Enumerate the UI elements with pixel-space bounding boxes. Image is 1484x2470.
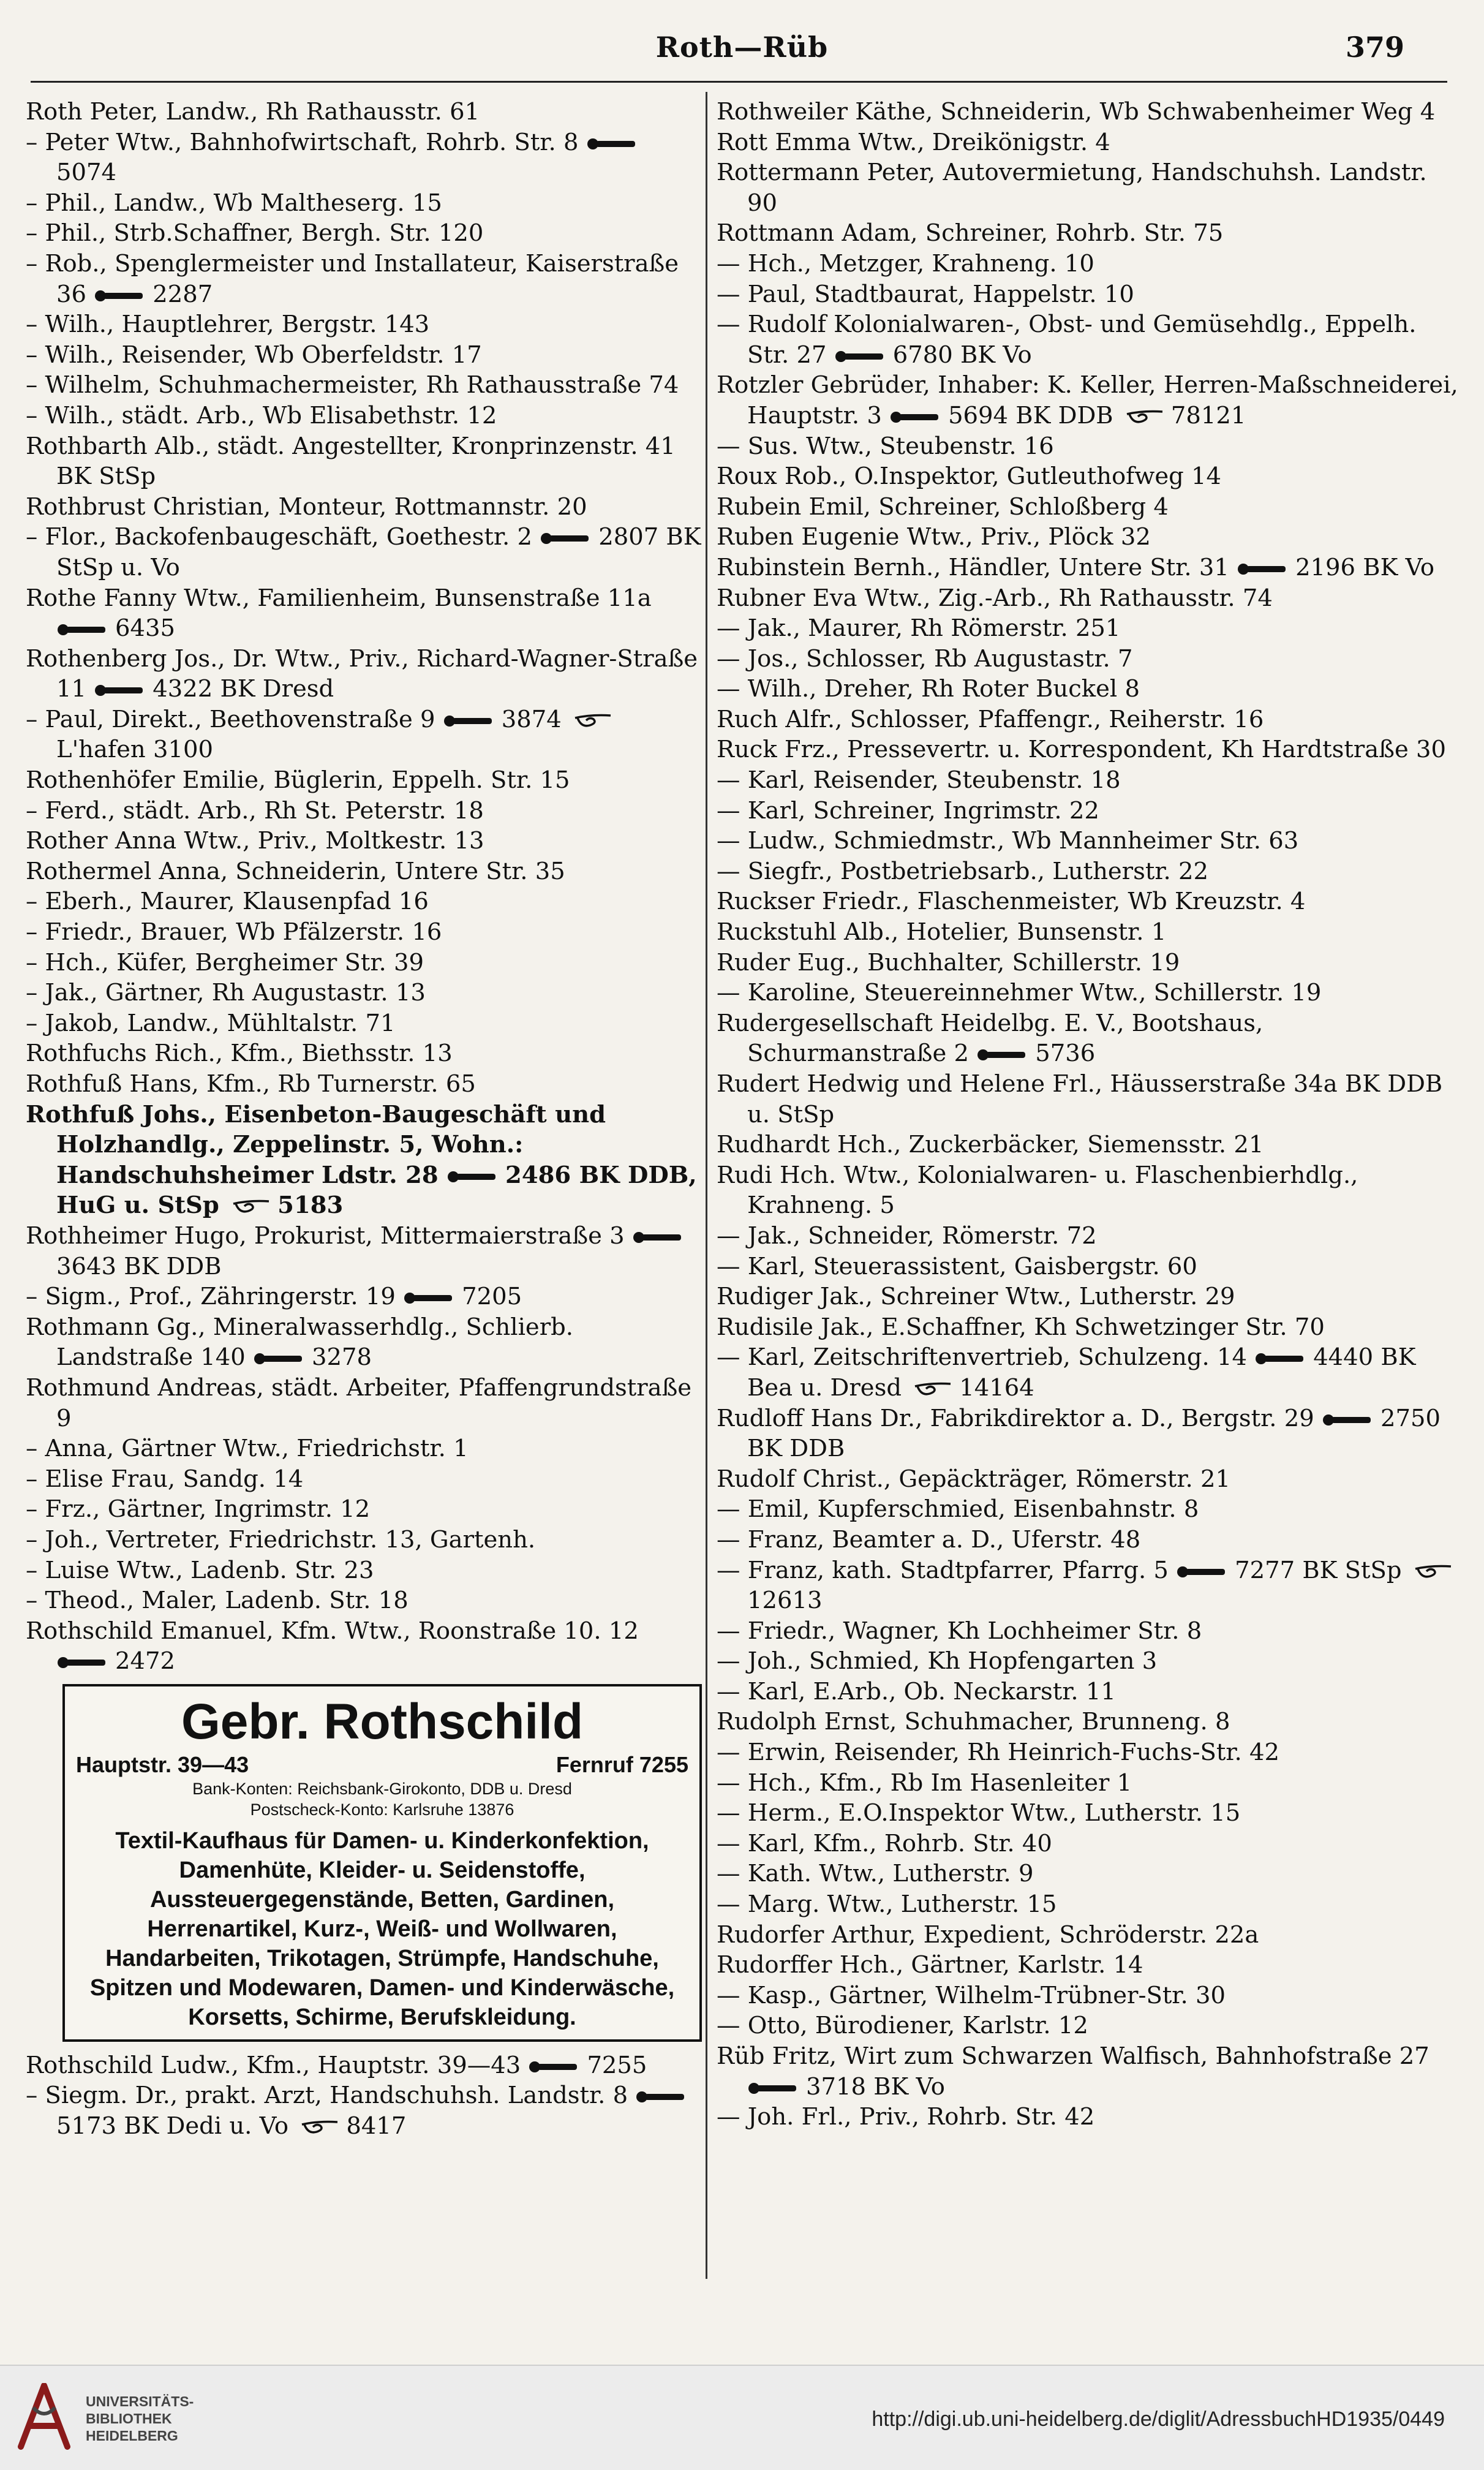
telephone-icon <box>1238 562 1290 576</box>
entry-text: 6780 BK Vo <box>892 341 1032 369</box>
entry-text: – Hch., Küfer, Bergheimer Str. 39 <box>26 948 424 976</box>
entry-text: — Siegfr., Postbetriebsarb., Lutherstr. 22 <box>717 857 1208 885</box>
directory-entry <box>26 1038 702 1069</box>
directory-entry <box>26 1312 702 1373</box>
directory-entry <box>717 1707 1461 1737</box>
directory-entry <box>26 1373 702 1433</box>
directory-entry <box>717 886 1461 917</box>
entry-text: 8417 <box>346 2112 407 2140</box>
entry-text: 5173 BK Dedi u. Vo <box>56 2112 296 2140</box>
directory-entry <box>26 97 702 127</box>
entry-text: Rothbrust Christian, Monteur, Rottmannstr. 20 <box>26 493 587 521</box>
directory-entry <box>717 492 1461 523</box>
entry-text: Ruben Eugenie Wtw., Priv., Plöck 32 <box>717 523 1151 551</box>
entry-text: — Rudolf Kolonialwaren-, Obst- und Gemüsehdlg., Eppelh. Str. 27 <box>717 311 1417 369</box>
entry-text: – Ferd., städt. Arb., Rh St. Peterstr. 18 <box>26 796 484 825</box>
telephone-icon <box>1323 1413 1376 1427</box>
entry-text: 3718 BK Vo <box>806 2072 945 2101</box>
entry-text: Rudi Hch. Wtw., Kolonialwaren- u. Flaschenbierhdlg., Krahneng. 5 <box>717 1161 1358 1220</box>
library-logo-icon <box>15 2383 73 2450</box>
directory-entry <box>717 279 1461 310</box>
telephone-icon <box>748 2081 801 2096</box>
directory-entry <box>717 1677 1461 1707</box>
directory-entry <box>717 1403 1461 1464</box>
directory-entry <box>717 1312 1461 1343</box>
directory-entry <box>717 218 1461 249</box>
entry-text: — Kasp., Gärtner, Wilhelm-Trübner-Str. 30 <box>717 1981 1226 2009</box>
directory-entry <box>717 1342 1461 1403</box>
entry-text: 2287 <box>153 280 213 308</box>
entry-text: Rotzler Gebrüder, Inhaber: K. Keller, Herren-Maßschneiderei, Hauptstr. 3 <box>717 371 1458 429</box>
entry-text: Rudorffer Hch., Gärtner, Karlstr. 14 <box>717 1951 1143 1979</box>
right-column <box>717 97 1461 2132</box>
directory-entry <box>26 401 702 431</box>
header-rule <box>31 81 1447 83</box>
entry-text: 3874 <box>501 705 569 733</box>
entry-text: Rudert Hedwig und Helene Frl., Häusserstraße 34a BK DDB u. StSp <box>717 1070 1443 1128</box>
directory-entry <box>717 1889 1461 1920</box>
entry-text: 5694 BK DDB <box>948 401 1121 429</box>
entry-text: – Wilh., städt. Arb., Wb Elisabethstr. 12 <box>26 401 497 429</box>
entry-text: Ruder Eug., Buchhalter, Schillerstr. 19 <box>717 948 1180 976</box>
entry-text: Rubinstein Bernh., Händler, Untere Str. 31 <box>717 553 1237 581</box>
ad-postcheck-line: Postscheck-Konto: Karlsruhe 13876 <box>250 1800 514 1819</box>
entry-text: — Hch., Metzger, Krahneng. 10 <box>717 249 1094 278</box>
directory-entry <box>26 917 702 948</box>
entry-text: — Karl, Steuerassistent, Gaisbergstr. 60 <box>717 1252 1197 1280</box>
entry-text: Ruckser Friedr., Flaschenmeister, Wb Kreuzstr. 4 <box>717 888 1306 916</box>
directory-entry <box>717 1282 1461 1312</box>
column-divider <box>706 92 707 2279</box>
telephone-icon <box>891 410 943 425</box>
entry-text: 3278 <box>312 1343 372 1372</box>
entry-text: – Flor., Backofenbaugeschäft, Goethestr. 2 <box>26 523 540 551</box>
entry-text: Rudisile Jak., E.Schaffner, Kh Schwetzinger Str. 70 <box>717 1313 1325 1341</box>
telephone-icon <box>636 2090 689 2104</box>
telephone-icon <box>254 1351 307 1366</box>
directory-entry <box>26 218 702 249</box>
directory-entry <box>717 583 1461 614</box>
entry-text: L'hafen 3100 <box>56 736 213 764</box>
directory-entry <box>26 1069 702 1100</box>
telephone-icon <box>1256 1351 1308 1366</box>
directory-entry <box>26 2050 702 2081</box>
entry-text: – Siegm. Dr., prakt. Arzt, Handschuhsh. Landstr. 8 <box>26 2082 636 2110</box>
telephone-icon <box>587 137 640 151</box>
directory-entry <box>717 249 1461 279</box>
ad-phone: Fernruf 7255 <box>556 1751 688 1777</box>
directory-entry <box>717 2011 1461 2041</box>
entry-text: — Hch., Kfm., Rb Im Hasenleiter 1 <box>717 1769 1132 1797</box>
post-horn-icon <box>1124 408 1167 426</box>
directory-entry <box>717 1737 1461 1768</box>
left-entry-list-after-ad <box>26 2050 702 2142</box>
directory-entry <box>717 1494 1461 1525</box>
entry-text: — Jak., Maurer, Rh Römerstr. 251 <box>717 614 1121 643</box>
entry-text: – Phil., Landw., Wb Maltheserg. 15 <box>26 189 442 217</box>
entry-text: — Franz, kath. Stadtpfarrer, Pfarrg. 5 <box>717 1556 1177 1584</box>
directory-entry <box>717 2102 1461 2132</box>
entry-text: Ruch Alfr., Schlosser, Pfaffengr., Reiherstr. 16 <box>717 705 1264 733</box>
entry-text: Rothbarth Alb., städt. Angestellter, Kronprinzenstr. 41 BK StSp <box>26 432 676 491</box>
ad-address-row <box>76 1751 688 1778</box>
directory-entry <box>717 553 1461 583</box>
entry-text: — Marg. Wtw., Lutherstr. 15 <box>717 1890 1057 1919</box>
entry-text: Rottmann Adam, Schreiner, Rohrb. Str. 75 <box>717 219 1224 247</box>
directory-entry <box>26 1555 702 1586</box>
entry-text: Rudergesellschaft Heidelbg. E. V., Bootshaus, Schurmanstraße 2 <box>717 1009 1264 1068</box>
entry-text: Rudolf Christ., Gepäckträger, Römerstr. 21 <box>717 1465 1230 1493</box>
entry-text: Rott Emma Wtw., Dreikönigstr. 4 <box>717 128 1110 156</box>
right-entry-list <box>717 97 1461 2132</box>
entry-text: — Karl, Zeitschriftenvertrieb, Schulzeng. 14 <box>717 1343 1255 1372</box>
entry-text: 78121 <box>1170 401 1246 429</box>
telephone-icon <box>633 1230 686 1245</box>
entry-text: Rothfuß Hans, Kfm., Rb Turnerstr. 65 <box>26 1070 476 1098</box>
page-title: Roth—Rüb <box>655 31 829 64</box>
directory-entry <box>26 1585 702 1616</box>
telephone-icon <box>58 1655 110 1670</box>
directory-entry <box>26 1433 702 1464</box>
entry-text: – Joh., Vertreter, Friedrichstr. 13, Gartenh. <box>26 1525 536 1554</box>
library-logo-text <box>86 2393 194 2444</box>
telephone-icon <box>95 289 148 303</box>
entry-text: Rubner Eva Wtw., Zig.-Arb., Rh Rathausstr. 74 <box>717 584 1273 612</box>
entry-text: — Kath. Wtw., Lutherstr. 9 <box>717 1860 1034 1888</box>
entry-text: – Wilhelm, Schuhmachermeister, Rh Rathausstraße 74 <box>26 371 679 399</box>
directory-entry <box>26 1282 702 1312</box>
entry-text: 2486 BK DDB, HuG u. StSp <box>56 1161 697 1220</box>
directory-entry <box>26 826 702 856</box>
telephone-icon <box>58 622 110 637</box>
post-horn-icon <box>913 1380 955 1399</box>
library-footer <box>0 2365 1484 2470</box>
directory-entry <box>717 97 1461 127</box>
entry-text: — Herm., E.O.Inspektor Wtw., Lutherstr. 15 <box>717 1799 1241 1827</box>
directory-entry <box>717 644 1461 674</box>
directory-entry <box>26 886 702 917</box>
directory-entry <box>717 1525 1461 1555</box>
telephone-icon <box>444 714 497 728</box>
entry-text: — Karl, Schreiner, Ingrimstr. 22 <box>717 796 1099 825</box>
entry-text: 12613 <box>747 1587 823 1615</box>
entry-text: — Erwin, Reisender, Rh Heinrich-Fuchs-Str. 42 <box>717 1739 1279 1767</box>
directory-entry <box>26 340 702 371</box>
entry-text: – Jakob, Landw., Mühltalstr. 71 <box>26 1009 396 1037</box>
entry-text: 5736 <box>1035 1040 1096 1068</box>
entry-text: — Jak., Schneider, Römerstr. 72 <box>717 1222 1097 1250</box>
page-header <box>0 25 1484 86</box>
directory-entry <box>717 1221 1461 1252</box>
entry-text: Ruckstuhl Alb., Hotelier, Bunsenstr. 1 <box>717 918 1167 946</box>
post-horn-icon <box>1413 1563 1456 1581</box>
entry-text: 4322 BK Dresd <box>153 675 334 703</box>
logo-line: UNIVERSITÄTS- <box>86 2393 194 2409</box>
directory-entry <box>717 1859 1461 1889</box>
directory-entry <box>26 1494 702 1525</box>
directory-entry <box>26 1464 702 1495</box>
telephone-icon <box>95 683 148 698</box>
directory-entry <box>26 309 702 340</box>
entry-text: Rothmund Andreas, städt. Arbeiter, Pfaffengrundstraße 9 <box>26 1373 692 1432</box>
entry-text: – Jak., Gärtner, Rh Augustastr. 13 <box>26 979 426 1007</box>
entry-text: – Wilh., Hauptlehrer, Bergstr. 143 <box>26 311 430 339</box>
entry-text: Rothfuchs Rich., Kfm., Biethsstr. 13 <box>26 1040 453 1068</box>
entry-text: Roux Rob., O.Inspektor, Gutleuthofweg 14 <box>717 463 1222 491</box>
post-horn-icon <box>299 2118 342 2137</box>
entry-text: Rothheimer Hugo, Prokurist, Mittermaierstraße 3 <box>26 1222 632 1250</box>
left-column <box>26 97 702 2142</box>
entry-text: Rudiger Jak., Schreiner Wtw., Lutherstr. 29 <box>717 1283 1235 1311</box>
directory-entry <box>26 1221 702 1282</box>
entry-text: 2472 <box>115 1647 175 1675</box>
entry-text: Rudolph Ernst, Schuhmacher, Brunneng. 8 <box>717 1708 1230 1736</box>
entry-text: – Peter Wtw., Bahnhofwirtschaft, Rohrb. Str. 8 <box>26 128 586 156</box>
directory-entry <box>717 309 1461 370</box>
entry-text: Rubein Emil, Schreiner, Schloßberg 4 <box>717 493 1169 521</box>
directory-entry <box>717 948 1461 978</box>
entry-text: Rothmann Gg., Mineralwasserhdlg., Schlierb. Landstraße 140 <box>26 1313 573 1372</box>
entry-text: Ruck Frz., Pressevertr. u. Korrespondent, Kh Hardtstraße 30 <box>717 736 1446 764</box>
telephone-icon <box>404 1291 457 1305</box>
entry-text: Rottermann Peter, Autovermietung, Handschuhsh. Landstr. 90 <box>717 159 1427 217</box>
directory-entry <box>717 1798 1461 1829</box>
entry-text: — Paul, Stadtbaurat, Happelstr. 10 <box>717 280 1134 308</box>
directory-entry <box>717 796 1461 826</box>
directory-entry <box>717 157 1461 218</box>
directory-entry <box>717 522 1461 553</box>
entry-text: Rothenhöfer Emilie, Büglerin, Eppelh. Str. 15 <box>26 766 570 795</box>
entry-text: 7277 BK StSp <box>1235 1556 1409 1584</box>
directory-entry <box>717 735 1461 765</box>
ad-bank-line: Bank-Konten: Reichsbank-Girokonto, DDB u. Dresd <box>192 1779 572 1798</box>
directory-entry <box>26 188 702 219</box>
directory-entry <box>717 1950 1461 1981</box>
directory-entry <box>26 522 702 583</box>
telephone-icon <box>529 2060 582 2074</box>
telephone-icon <box>448 1169 500 1184</box>
directory-entry <box>717 1464 1461 1495</box>
entry-text: – Paul, Direkt., Beethovenstraße 9 <box>26 705 443 733</box>
directory-entry <box>717 826 1461 856</box>
entry-text: – Elise Frau, Sandg. 14 <box>26 1465 304 1493</box>
entry-text: 2196 BK Vo <box>1295 553 1435 581</box>
post-horn-icon <box>573 712 616 730</box>
directory-entry <box>717 1768 1461 1799</box>
directory-entry <box>717 127 1461 158</box>
ad-company-name: Gebr. Rothschild <box>181 1693 584 1750</box>
advertisement-box <box>62 1684 702 2042</box>
directory-entry <box>717 461 1461 492</box>
telephone-icon <box>977 1048 1030 1062</box>
directory-entry <box>26 796 702 826</box>
entry-text: — Friedr., Wagner, Kh Lochheimer Str. 8 <box>717 1617 1202 1645</box>
directory-entry <box>26 1616 702 1677</box>
entry-text: 2750 BK DDB <box>747 1404 1441 1463</box>
entry-text: 5074 <box>56 159 116 187</box>
entry-text: – Wilh., Reisender, Wb Oberfeldstr. 17 <box>26 341 482 369</box>
directory-entry <box>717 1069 1461 1130</box>
entry-text: Rothenberg Jos., Dr. Wtw., Priv., Richard-Wagner-Straße 11 <box>26 644 698 703</box>
directory-entry <box>26 249 702 309</box>
entry-text: — Jos., Schlosser, Rb Augustastr. 7 <box>717 644 1133 673</box>
directory-entry <box>717 2041 1461 2102</box>
source-url-link[interactable]: http://digi.ub.uni-heidelberg.de/diglit/AdressbuchHD1935/0449 <box>872 2408 1445 2431</box>
directory-entry <box>717 370 1461 431</box>
directory-entry <box>26 856 702 887</box>
entry-text: – Rob., Spenglermeister und Installateur, Kaiserstraße 36 <box>26 249 679 308</box>
entry-text: — Karl, Reisender, Steubenstr. 18 <box>717 766 1121 795</box>
directory-entry <box>717 856 1461 887</box>
entry-text: 14164 <box>959 1373 1034 1402</box>
entry-text: — Joh. Frl., Priv., Rohrb. Str. 42 <box>717 2103 1095 2131</box>
directory-entry <box>717 1555 1461 1616</box>
entry-text: 6435 <box>115 614 175 643</box>
entry-text: — Sus. Wtw., Steubenstr. 16 <box>717 432 1054 460</box>
entry-text: Rothschild Ludw., Kfm., Hauptstr. 39—43 <box>26 2051 529 2079</box>
directory-entry <box>26 1525 702 1555</box>
entry-text: Rother Anna Wtw., Priv., Moltkestr. 13 <box>26 827 484 855</box>
logo-line: BIBLIOTHEK <box>86 2411 172 2427</box>
left-entry-list <box>26 97 702 1677</box>
directory-entry <box>26 583 702 644</box>
entry-text: – Frz., Gärtner, Ingrimstr. 12 <box>26 1495 371 1524</box>
directory-entry <box>717 431 1461 462</box>
entry-text: – Anna, Gärtner Wtw., Friedrichstr. 1 <box>26 1435 469 1463</box>
entry-text: 7255 <box>587 2051 647 2079</box>
entry-text: – Friedr., Brauer, Wb Pfälzerstr. 16 <box>26 918 442 946</box>
entry-text: – Luise Wtw., Ladenb. Str. 23 <box>26 1556 374 1584</box>
directory-entry <box>717 613 1461 644</box>
directory-entry <box>26 704 702 765</box>
entry-text: Rudhardt Hch., Zuckerbäcker, Siemensstr. 21 <box>717 1131 1264 1159</box>
directory-entry <box>717 674 1461 704</box>
entry-text: 3643 BK DDB <box>56 1252 222 1280</box>
entry-text: — Joh., Schmied, Kh Hopfengarten 3 <box>717 1647 1158 1675</box>
entry-text: Rüb Fritz, Wirt zum Schwarzen Walfisch, Bahnhofstraße 27 <box>717 2042 1429 2070</box>
entry-text: Rudloff Hans Dr., Fabrikdirektor a. D., Bergstr. 29 <box>717 1404 1322 1432</box>
directory-entry <box>717 1130 1461 1160</box>
entry-text: – Eberh., Maurer, Klausenpfad 16 <box>26 888 429 916</box>
ad-description: Textil-Kaufhaus für Damen- u. Kinderkonfektion, Damenhüte, Kleider- u. Seidenstoffe, Aussteuergegenstände, Betten, Gardinen, Herrenartikel, Kurz-, Weiß- und Wollwaren, Handarbeiten, Trikotagen, Strümpfe, Handschuhe, Spitzen und Modewaren, Damen- und Kinderwäsche, Korsetts, Schirme, Berufskleidung. <box>89 1827 675 2030</box>
directory-entry <box>717 1920 1461 1951</box>
entry-text: 4440 BK Bea u. Dresd <box>747 1343 1416 1402</box>
entry-text: — Karl, E.Arb., Ob. Neckarstr. 11 <box>717 1677 1116 1705</box>
directory-entry <box>26 948 702 978</box>
entry-text: Rothschild Emanuel, Kfm. Wtw., Roonstraße 10. 12 <box>26 1617 639 1645</box>
ad-address: Hauptstr. 39—43 <box>76 1751 249 1777</box>
directory-entry <box>717 978 1461 1008</box>
entry-text: – Phil., Strb.Schaffner, Bergh. Str. 120 <box>26 219 484 247</box>
directory-entry <box>26 431 702 492</box>
entry-text: — Franz, Beamter a. D., Uferstr. 48 <box>717 1525 1141 1554</box>
directory-entry <box>26 1100 702 1221</box>
directory-entry <box>717 1646 1461 1677</box>
page-number: 379 <box>1345 31 1404 64</box>
entry-text: — Emil, Kupferschmied, Eisenbahnstr. 8 <box>717 1495 1199 1524</box>
directory-entry <box>26 978 702 1008</box>
logo-line: HEIDELBERG <box>86 2428 178 2444</box>
directory-entry <box>717 765 1461 796</box>
telephone-icon <box>1177 1565 1230 1579</box>
entry-text: — Wilh., Dreher, Rh Roter Buckel 8 <box>717 675 1140 703</box>
directory-entry <box>717 1160 1461 1221</box>
directory-entry <box>26 492 702 523</box>
entry-text: – Sigm., Prof., Zähringerstr. 19 <box>26 1283 404 1311</box>
entry-text: Rothfuß Johs., Eisenbeton-Baugeschäft und Holzhandlg., Zeppelinstr. 5, Wohn.: Handschuhsheimer Ldstr. 28 <box>26 1100 606 1189</box>
directory-entry <box>26 127 702 188</box>
entry-text: — Otto, Bürodiener, Karlstr. 12 <box>717 2012 1088 2040</box>
telephone-icon <box>541 531 593 546</box>
entry-text: Rudorfer Arthur, Expedient, Schröderstr. 22a <box>717 1920 1259 1949</box>
entry-text: 5183 <box>277 1192 344 1220</box>
entry-text: Roth Peter, Landw., Rh Rathausstr. 61 <box>26 98 480 126</box>
entry-text: Rothweiler Käthe, Schneiderin, Wb Schwabenheimer Weg 4 <box>717 98 1436 126</box>
directory-entry <box>717 917 1461 948</box>
directory-entry <box>26 644 702 704</box>
entry-text: — Karl, Kfm., Rohrb. Str. 40 <box>717 1829 1052 1857</box>
entry-text: — Ludw., Schmiedmstr., Wb Mannheimer Str. 63 <box>717 827 1299 855</box>
directory-entry <box>26 370 702 401</box>
telephone-icon <box>835 349 888 364</box>
directory-entry <box>717 1252 1461 1282</box>
post-horn-icon <box>231 1198 274 1216</box>
directory-entry <box>717 1616 1461 1647</box>
directory-entry <box>26 2080 702 2141</box>
entry-text: — Karoline, Steuereinnehmer Wtw., Schillerstr. 19 <box>717 979 1322 1007</box>
entry-text: 7205 <box>462 1283 522 1311</box>
directory-entry <box>26 1008 702 1039</box>
entry-text: Rothermel Anna, Schneiderin, Untere Str. 35 <box>26 857 565 885</box>
entry-text: 2807 BK StSp u. Vo <box>56 523 701 581</box>
directory-entry <box>717 1829 1461 1859</box>
entry-text: Rothe Fanny Wtw., Familienheim, Bunsenstraße 11a <box>26 584 652 612</box>
directory-entry <box>26 765 702 796</box>
directory-entry <box>717 1008 1461 1069</box>
directory-entry <box>717 1981 1461 2011</box>
directory-entry <box>717 704 1461 735</box>
entry-text: – Theod., Maler, Ladenb. Str. 18 <box>26 1587 409 1615</box>
